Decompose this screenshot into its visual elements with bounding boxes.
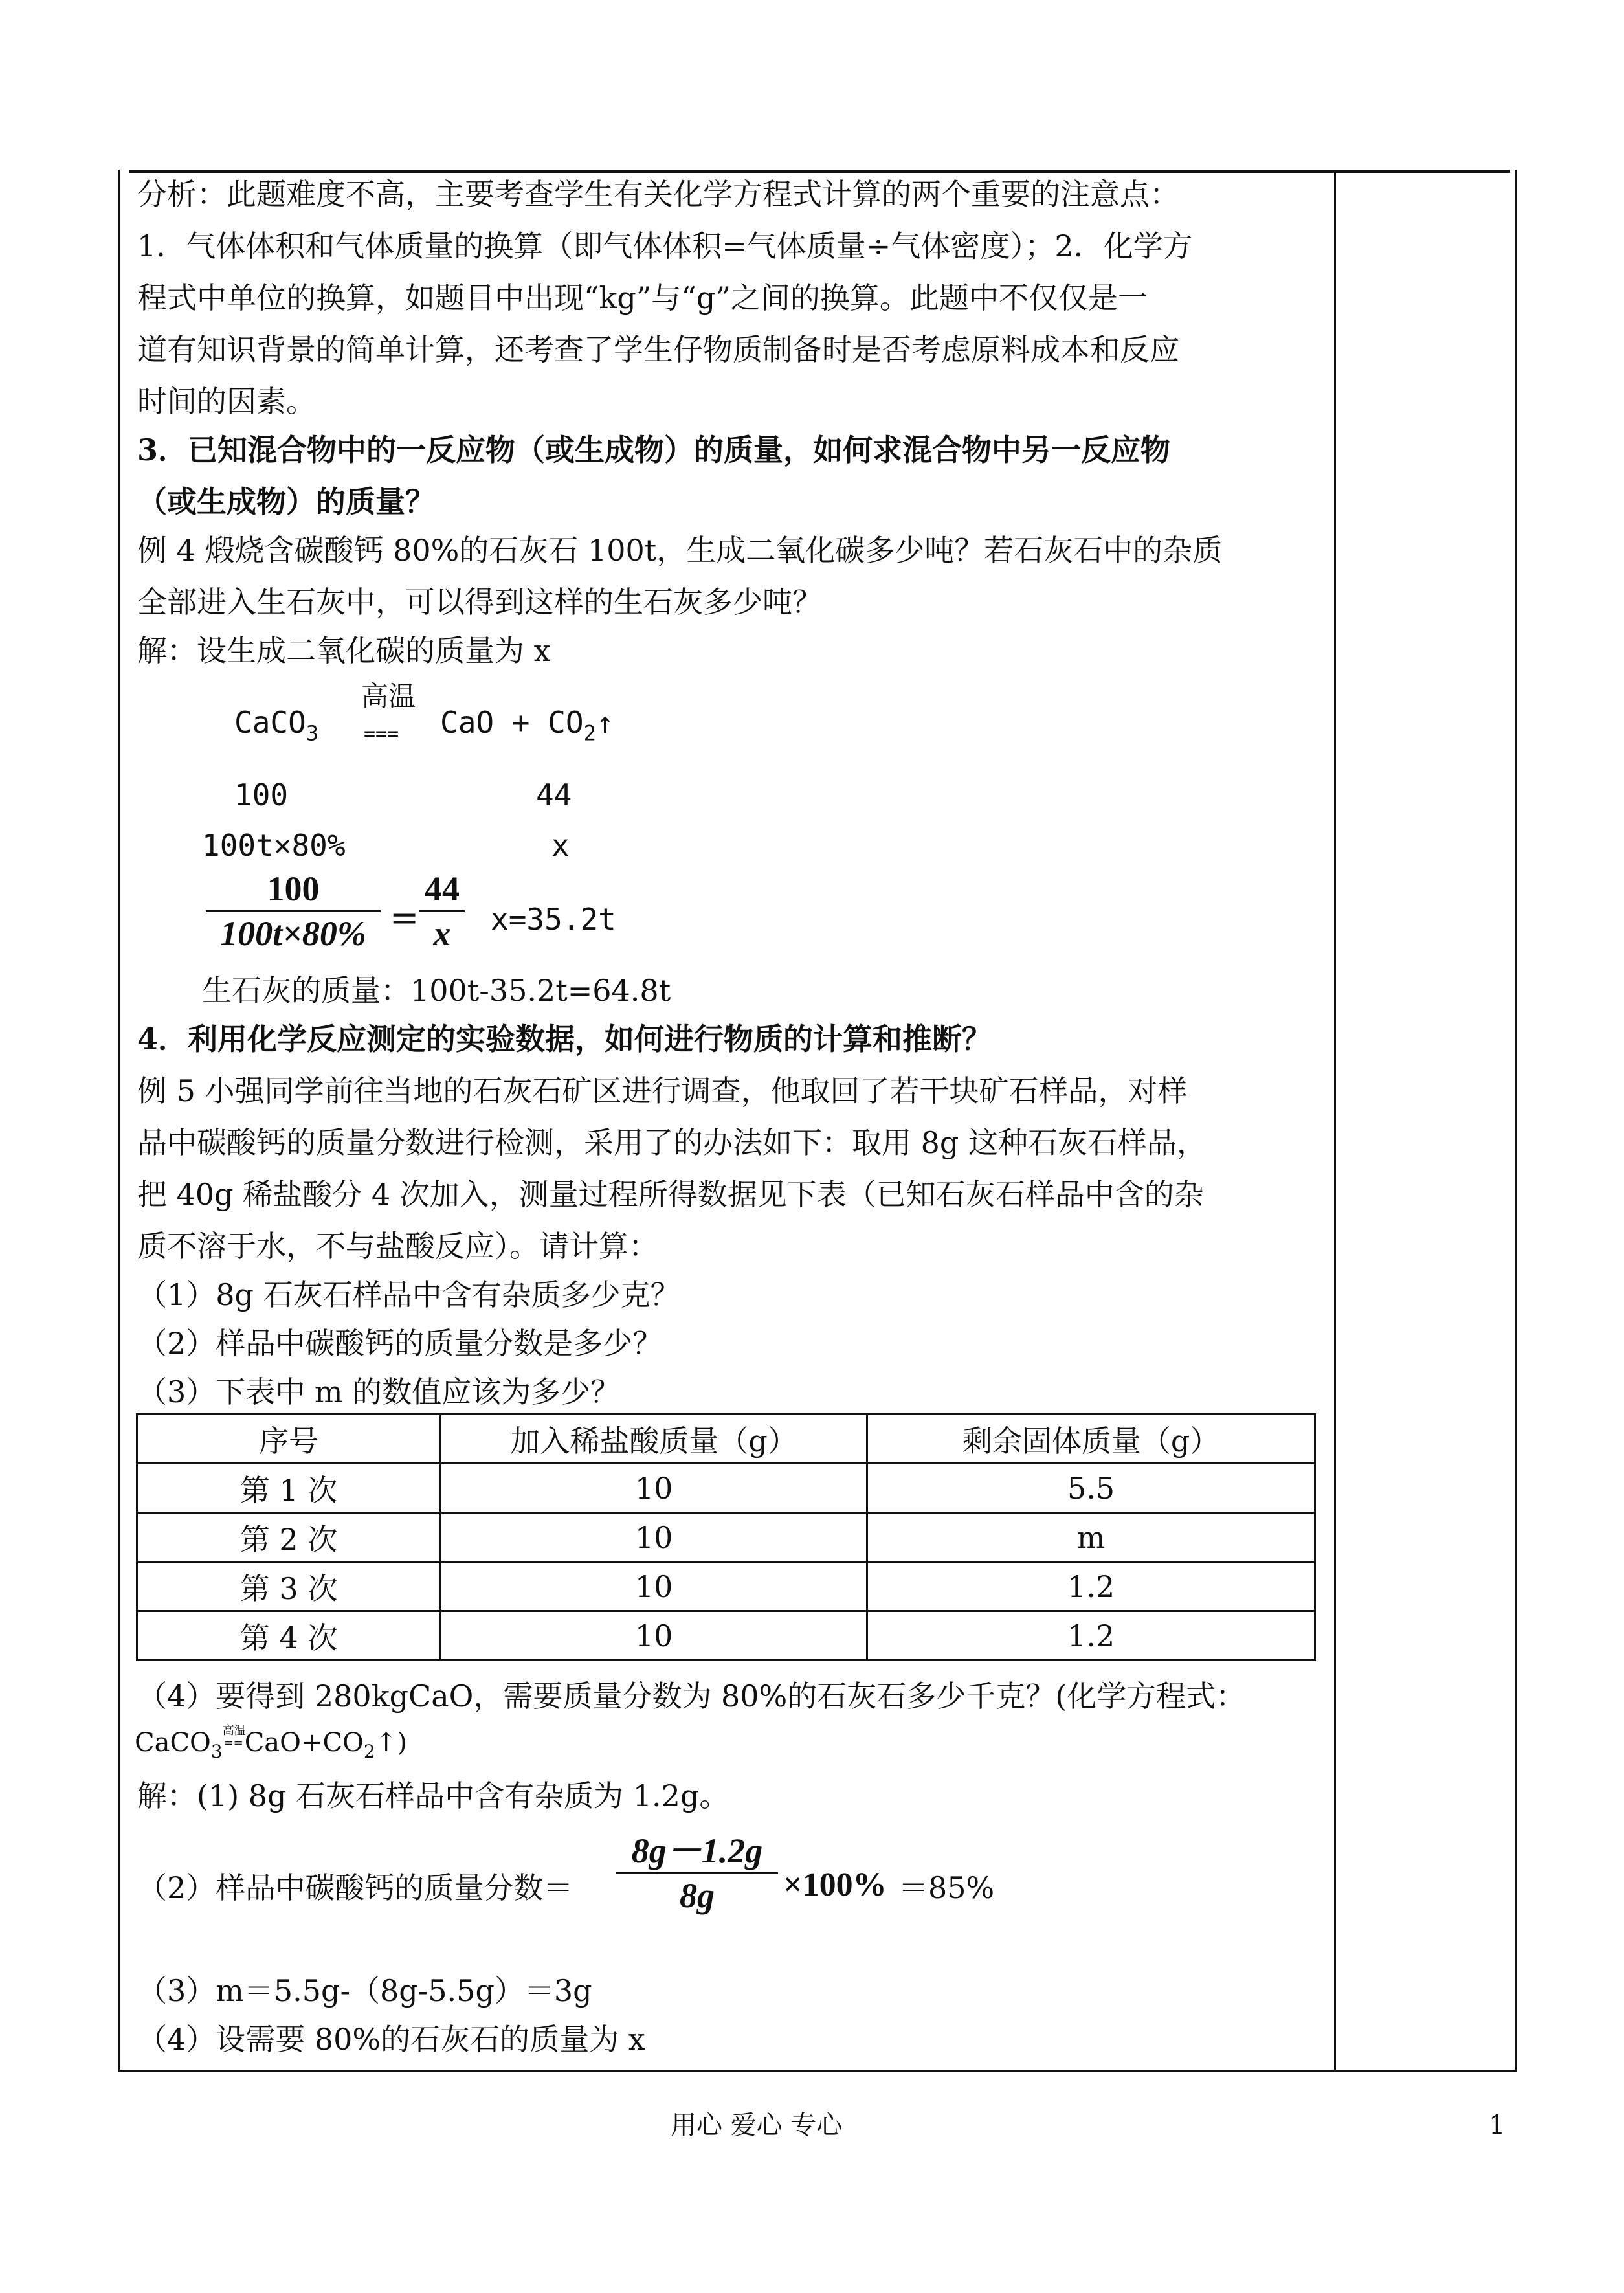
equation-reactant: CaCO$_3$ xyxy=(234,705,319,746)
mass-co2: 44 xyxy=(536,777,572,812)
table-cell: 1.2 xyxy=(867,1562,1315,1611)
question-2: （2）样品中碳酸钙的质量分数是多少？ xyxy=(137,1326,663,1361)
analysis-line-4: 道有知识背景的简单计算，还考查了学生仔物质制备时是否考虑原料成本和反应 xyxy=(137,332,1179,367)
data-table xyxy=(136,1413,1316,1661)
equation-products: CaO + $CO_2↑$ xyxy=(440,705,614,746)
section-3-heading-line-1: 3．已知混合物中的一反应物（或生成物）的质量，如何求混合物中另一反应物 xyxy=(137,432,1171,467)
q4-equals: == xyxy=(223,1736,243,1750)
q4-condition: 高温 xyxy=(222,1724,246,1738)
fraction-numerator: 100 xyxy=(267,869,320,908)
table-cell: 第 4 次 xyxy=(137,1611,441,1661)
table-cell: 第 2 次 xyxy=(137,1513,441,1562)
answer-3: （3）m＝5.5g-（8g-5.5g）＝3g xyxy=(137,1973,592,2008)
fraction-numerator: 8g－1.2g xyxy=(631,1831,763,1870)
table-header: 剩余固体质量（g） xyxy=(867,1415,1315,1464)
section-4-heading: 4．利用化学反应测定的实验数据，如何进行物质的计算和推断？ xyxy=(137,1022,992,1057)
table-header: 序号 xyxy=(137,1415,441,1464)
table-cell: 1.2 xyxy=(867,1611,1315,1661)
question-1: （1）8g 石灰石样品中含有杂质多少克？ xyxy=(137,1277,680,1312)
table-row xyxy=(137,1611,1315,1661)
example-4-line-1: 例 4 煅烧含碳酸钙 80%的石灰石 100t，生成二氧化碳多少吨？若石灰石中的杂质 xyxy=(137,533,1223,568)
page-number: 1 xyxy=(1489,2110,1506,2140)
equation-condition: 高温 xyxy=(361,680,416,712)
question-4-equation: CaCO$_3$ 高温 == $CaO+CO_2↑$) xyxy=(135,1724,407,1762)
table-header: 加入稀盐酸质量（g） xyxy=(441,1415,867,1464)
fraction-numerator: 44 xyxy=(425,869,460,908)
question-4-line-1: （4）要得到 280kgCaO，需要质量分数为 80%的石灰石多少千克？(化学方程式： xyxy=(137,1679,1246,1714)
table-header-row xyxy=(137,1415,1315,1464)
lime-mass: 生石灰的质量：100t-35.2t=64.8t xyxy=(202,973,671,1008)
example-5-line-2: 品中碳酸钙的质量分数进行检测，采用了的办法如下：取用 8g 这种石灰石样品， xyxy=(137,1125,1207,1160)
analysis-line-3: 程式中单位的换算，如题目中出现“kg”与“g”之间的换算。此题中不仅仅是一 xyxy=(137,280,1148,315)
fraction-denominator: x xyxy=(433,914,451,953)
analysis-line-2: 1．气体体积和气体质量的换算（即气体体积=气体质量÷气体密度）；2．化学方 xyxy=(137,229,1193,263)
answer-4: （4）设需要 80%的石灰石的质量为 x xyxy=(137,2022,645,2057)
proportion-fraction-left xyxy=(206,867,381,955)
fraction-denominator: 8g xyxy=(680,1876,715,1915)
top-rule xyxy=(129,170,1510,173)
table-row xyxy=(137,1513,1315,1562)
gas-arrow-icon: ↑ xyxy=(595,705,614,740)
mass-caco3: 100 xyxy=(234,777,289,812)
example-5-line-1: 例 5 小强同学前往当地的石灰石矿区进行调查，他取回了若干块矿石样品，对样 xyxy=(137,1073,1188,1108)
example-5-line-4: 质不溶于水，不与盐酸反应）。请计算： xyxy=(137,1229,658,1264)
answer-1: 解：(1) 8g 石灰石样品中含有杂质为 1.2g。 xyxy=(137,1778,729,1813)
table-row xyxy=(137,1464,1315,1513)
given-mass: 100t×80% xyxy=(202,828,346,863)
table-cell: 第 1 次 xyxy=(137,1464,441,1513)
table-cell: 10 xyxy=(441,1464,867,1513)
answer-2-fraction xyxy=(616,1829,778,1917)
frame-left-border xyxy=(118,170,120,2072)
table-row xyxy=(137,1562,1315,1611)
example-5-line-3: 把 40g 稀盐酸分 4 次加入，测量过程所得数据见下表（已知石灰石样品中含的杂 xyxy=(137,1177,1204,1212)
analysis-line-5: 时间的因素。 xyxy=(137,384,316,419)
analysis-line-1: 分析：此题难度不高，主要考查学生有关化学方程式计算的两个重要的注意点： xyxy=(137,177,1179,212)
proportion-equals: = xyxy=(390,897,419,938)
section-3-heading-line-2: （或生成物）的质量？ xyxy=(137,484,435,519)
table-cell: 10 xyxy=(441,1562,867,1611)
table-cell: 10 xyxy=(441,1513,867,1562)
equation-equals: === xyxy=(364,722,399,745)
frame-column-divider xyxy=(1334,170,1336,2072)
example-4-line-2: 全部进入生石灰中，可以得到这样的生石灰多少吨？ xyxy=(137,585,822,620)
answer-2-prefix: （2）样品中碳酸钙的质量分数＝ xyxy=(137,1870,573,1905)
frame-bottom-border xyxy=(118,2070,1517,2072)
table-cell: 5.5 xyxy=(867,1464,1315,1513)
proportion-fraction-right xyxy=(419,867,465,955)
table-cell: 第 3 次 xyxy=(137,1562,441,1611)
unknown-mass: x xyxy=(551,828,570,863)
example-4-solution-intro: 解：设生成二氧化碳的质量为 x xyxy=(137,633,551,668)
frame-right-border xyxy=(1515,170,1517,2072)
table-cell: 10 xyxy=(441,1611,867,1661)
question-3: （3）下表中 m 的数值应该为多少？ xyxy=(137,1374,621,1409)
answer-2-multiplier: ×100% xyxy=(783,1866,887,1903)
answer-2-result: ＝85% xyxy=(898,1870,995,1905)
fraction-denominator: 100t×80% xyxy=(220,914,366,953)
table-cell: m xyxy=(867,1513,1315,1562)
result-x: x=35.2t xyxy=(491,902,616,937)
footer-motto: 用心 爱心 专心 xyxy=(671,2110,843,2140)
